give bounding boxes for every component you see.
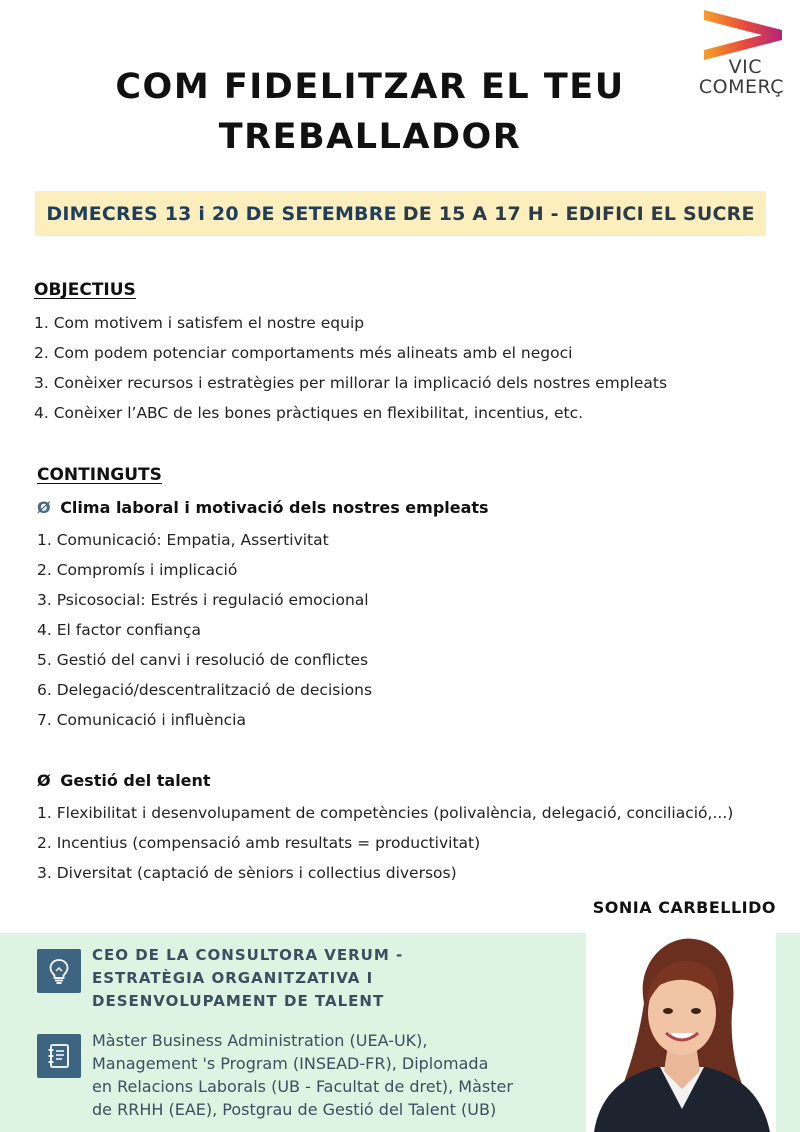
notebook-icon [45, 1042, 73, 1070]
bio-line: Màster Business Administration (UEA-UK), [92, 1031, 428, 1050]
speaker-bio [92, 1029, 562, 1121]
bio-line: de RRHH (EAE), Postgrau de Gestió del Talent (UB) [92, 1100, 497, 1119]
objectius-list [34, 308, 667, 428]
list-item: 4. Conèixer l’ABC de les bones pràctiques en flexibilitat, incentius, etc. [34, 404, 584, 422]
list-item: 2. Compromís i implicació [37, 561, 238, 579]
role-line: CEO DE LA CONSULTORA VERUM - [92, 946, 404, 964]
title-line-2: TREBALLADOR [218, 117, 522, 157]
list-item: 1. Flexibilitat i desenvolupament de competències (polivalència, delegació, conciliació,...) [37, 804, 734, 822]
block1-title: Clima laboral i motivació dels nostres empleats [60, 498, 489, 517]
role-icon-box [37, 949, 81, 993]
speaker-portrait-image [586, 933, 776, 1132]
block1-list [37, 525, 372, 735]
bullet-symbol: Ø [37, 771, 51, 790]
list-item: 3. Conèixer recursos i estratègies per millorar la implicació dels nostres empleats [34, 374, 668, 392]
list-item: 2. Incentius (compensació amb resultats = productivitat) [37, 834, 481, 852]
bio-line: en Relacions Laborals (UB - Facultat de dret), Màster [92, 1077, 513, 1096]
title-line-1: COM FIDELITZAR EL TEU [115, 67, 625, 107]
block2-subheading [37, 771, 211, 790]
list-item: 3. Diversitat (captació de sèniors i collectius diversos) [37, 864, 457, 882]
speaker-role [92, 944, 452, 1013]
vic-comerc-logo [700, 8, 790, 100]
bullet-symbol: Ø [37, 498, 51, 517]
block1-subheading [37, 498, 489, 517]
list-item: 1. Comunicació: Empatia, Assertivitat [37, 531, 329, 549]
date-banner [35, 191, 766, 236]
block2-list [37, 798, 733, 888]
bio-icon-box [37, 1034, 81, 1078]
objectius-heading: OBJECTIUS [34, 280, 136, 300]
list-item: 6. Delegació/descentralització de decisions [37, 681, 373, 699]
page-title [60, 62, 680, 162]
banner-time-place: DE 15 A 17 H - EDIFICI EL SUCRE [402, 202, 755, 225]
speaker-name: SONIA CARBELLIDO [592, 898, 776, 917]
list-item: 5. Gestió del canvi i resolució de conflictes [37, 651, 369, 669]
lightbulb-icon [45, 957, 73, 985]
list-item: 1. Com motivem i satisfem el nostre equip [34, 314, 365, 332]
bio-line: Management 's Program (INSEAD-FR), Diplomada [92, 1054, 489, 1073]
logo-text-comerc: COMERÇ [698, 76, 784, 98]
logo-text-vic: VIC [728, 56, 762, 78]
speaker-photo [586, 933, 776, 1132]
list-item: 2. Com podem potenciar comportaments més alineats amb el negoci [34, 344, 573, 362]
continguts-heading: CONTINGUTS [37, 465, 162, 485]
banner-dates: DIMECRES 13 i 20 DE SETEMBRE [46, 202, 397, 225]
list-item: 7. Comunicació i influència [37, 711, 246, 729]
role-line: ESTRATÈGIA ORGANITZATIVA I [92, 969, 374, 987]
list-item: 4. El factor confiança [37, 621, 202, 639]
role-line: DESENVOLUPAMENT DE TALENT [92, 992, 385, 1010]
block2-title: Gestió del talent [60, 771, 211, 790]
list-item: 3. Psicosocial: Estrés i regulació emocional [37, 591, 369, 609]
